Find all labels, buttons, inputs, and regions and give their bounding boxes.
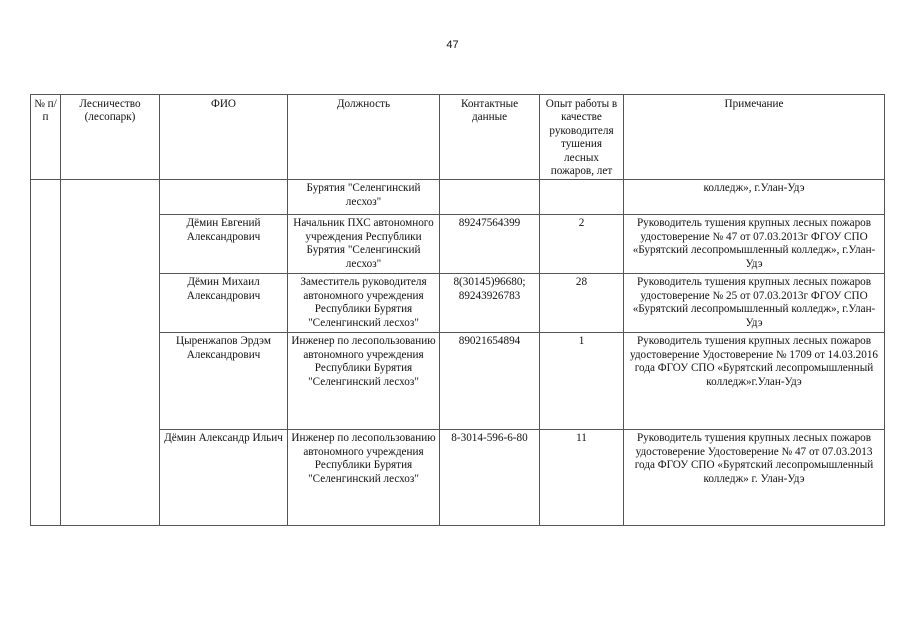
header-contacts: Контактные данные	[440, 95, 540, 180]
header-number: № п/п	[31, 95, 61, 180]
cell-note: Руководитель тушения крупных лесных пожаров удостоверение № 47 от 07.03.2013г ФГОУ СПО «Бурятский лесопромышленный колледж», г.Улан-Удэ	[624, 215, 885, 274]
cell-contacts: 89021654894	[440, 333, 540, 430]
cell-note: Руководитель тушения крупных лесных пожаров удостоверение № 25 от 07.03.2013г ФГОУ СПО «Бурятский лесопромышленный колледж», г.Улан-Удэ	[624, 274, 885, 333]
cell-experience: 11	[540, 430, 624, 526]
header-position: Должность	[288, 95, 440, 180]
header-forestry: Лесничество (лесопарк)	[61, 95, 160, 180]
cell-number	[31, 180, 61, 526]
cell-experience: 28	[540, 274, 624, 333]
table-row	[31, 274, 885, 333]
table-row	[31, 180, 885, 215]
cell-fio	[160, 180, 288, 215]
cell-fio: Цыренжапов Эрдэм Александрович	[160, 333, 288, 430]
cell-contacts: 89247564399	[440, 215, 540, 274]
table-row	[31, 430, 885, 526]
cell-experience: 2	[540, 215, 624, 274]
cell-position: Начальник ПХС автономного учреждения Республики Бурятия "Селенгинский лесхоз"	[288, 215, 440, 274]
header-experience: Опыт работы в качестве руководителя тушения лесных пожаров, лет	[540, 95, 624, 180]
page-number: 47	[446, 39, 459, 51]
cell-note: Руководитель тушения крупных лесных пожаров удостоверение Удостоверение № 47 от 07.03.2013 года ФГОУ СПО «Бурятский лесопромышленный колледж» г. Улан-Удэ	[624, 430, 885, 526]
cell-position: Инженер по лесопользованию автономного учреждения Республики Бурятия "Селенгинский лесхоз"	[288, 333, 440, 430]
cell-position: Инженер по лесопользованию автономного учреждения Республики Бурятия "Селенгинский лесхоз"	[288, 430, 440, 526]
cell-contacts: 8-3014-596-6-80	[440, 430, 540, 526]
forest-fire-managers-table	[30, 94, 885, 526]
cell-contacts	[440, 180, 540, 215]
cell-experience: 1	[540, 333, 624, 430]
table-row	[31, 215, 885, 274]
cell-note: колледж», г.Улан-Удэ	[624, 180, 885, 215]
table-header-row	[31, 95, 885, 180]
cell-position: Заместитель руководителя автономного учреждения Республики Бурятия "Селенгинский лесхоз"	[288, 274, 440, 333]
cell-fio: Дёмин Евгений Александрович	[160, 215, 288, 274]
cell-contacts: 8(30145)96680; 89243926783	[440, 274, 540, 333]
header-note: Примечание	[624, 95, 885, 180]
cell-note: Руководитель тушения крупных лесных пожаров удостоверение Удостоверение № 1709 от 14.03.2016 года ФГОУ СПО «Бурятский лесопромышленный колледж»г.Улан-Удэ	[624, 333, 885, 430]
cell-fio: Дёмин Александр Ильич	[160, 430, 288, 526]
cell-position: Бурятия "Селенгинский лесхоз"	[288, 180, 440, 215]
cell-fio: Дёмин Михаил Александрович	[160, 274, 288, 333]
table-row	[31, 333, 885, 430]
header-fio: ФИО	[160, 95, 288, 180]
cell-experience	[540, 180, 624, 215]
cell-forestry	[61, 180, 160, 526]
